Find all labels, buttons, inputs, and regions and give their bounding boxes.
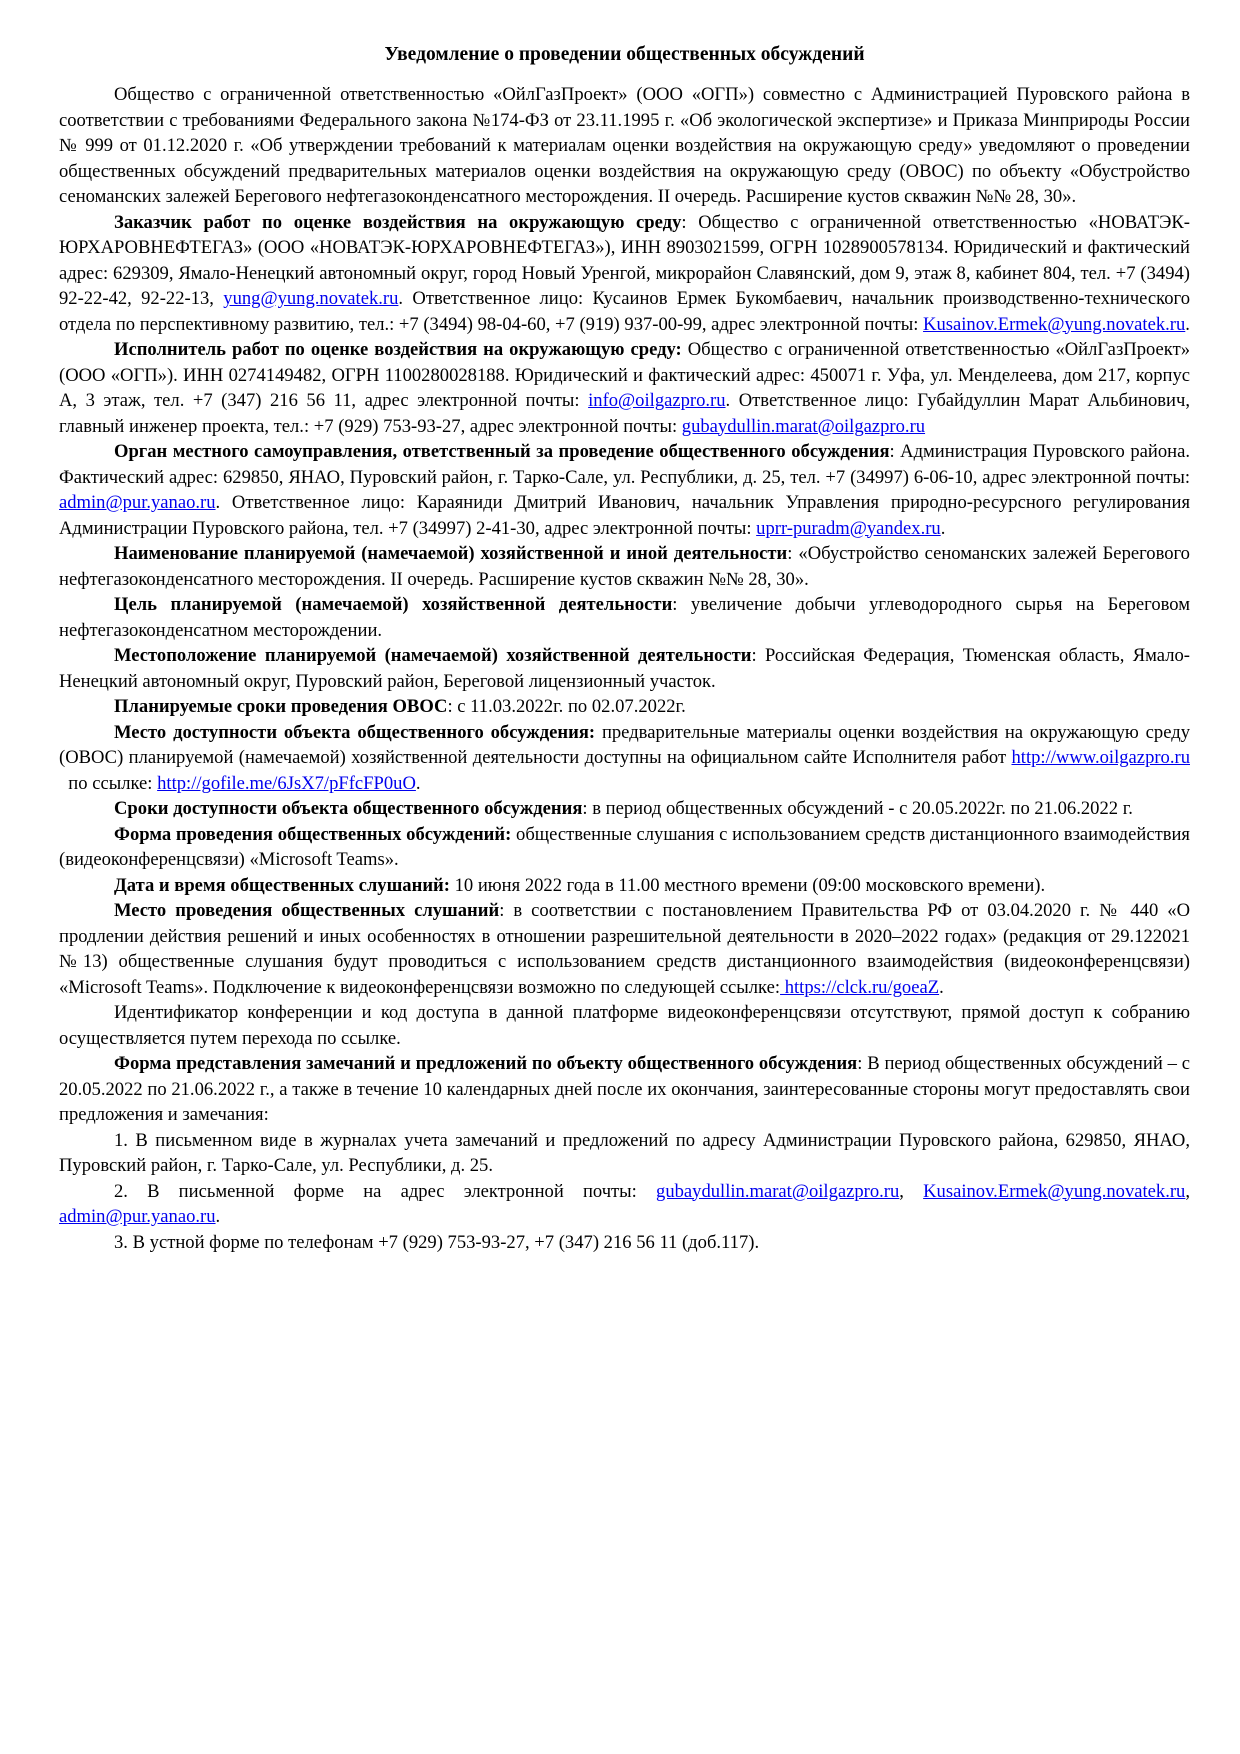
hearing-place-label: Место проведения общественных слушаний — [114, 900, 500, 921]
list-email-link-2[interactable]: Kusainov.Ermek@yung.novatek.ru — [923, 1180, 1186, 1202]
terms-text: : с 11.03.2022г. по 02.07.2022г. — [447, 696, 686, 717]
datetime-text: 10 июня 2022 года в 11.00 местного времени (09:00 московского времени). — [449, 874, 1046, 896]
customer-text-2: . Ответственное лицо: Кусаинов Ермек Букомбаевич, начальник производственно-технического отдела по перспективному развитию, тел.: +7 (3494) 98-04-60, +7 (919) 937-00-99, адрес электронной почты: — [59, 288, 1190, 335]
contractor-paragraph — [59, 337, 1190, 439]
availability-terms-text: : в период общественных обсуждений - с 20.05.2022г. по 21.06.2022 г. — [582, 798, 1133, 819]
conference-link[interactable]: https://clck.ru/goeaZ — [780, 976, 940, 998]
customer-contact-email-link[interactable]: Kusainov.Ermek@yung.novatek.ru — [923, 313, 1186, 335]
hearing-place-paragraph: Место проведения общественных слушаний: в соответствии с постановлением Правительства РФ от 03.04.2020 г. № 440 «О продлении действия решений и иных особенностях в отношении разрешительной деятельности в 2020–2022 годах» (редакция от 29.122021 №13) общественные слушания будут проводиться с использованием средств дистанционного взаимодействия (видеоконференцсвязи) «Microsoft Teams». Подключение к видеоконференцсвязи возможно по следующей ссылке: https://clck.ru/goeaZ. — [59, 900, 1190, 998]
datetime-label: Дата и время общественных слушаний: — [114, 874, 450, 896]
goal-paragraph — [59, 592, 1190, 643]
gofile-link[interactable]: http://gofile.me/6JsX7/pFfcFP0uO — [157, 772, 416, 794]
form-paragraph — [59, 822, 1190, 873]
customer-text: : Общество с ограниченной ответственностью «НОВАТЭК-ЮРХАРОВНЕФТЕГАЗ» (ООО «НОВАТЭК-ЮРХАРОВНЕФТЕГАЗ»), ИНН 8903021599, ОГРН 1028900578134. Юридический и фактический адрес: 629309, Ямало-Ненецкий автономный округ, город Новый Уренгой, микрорайон Славянский, дом 9, этаж 8, кабинет 804, тел. +7 (3494) 92-22-42, 92-22-13, — [59, 211, 1190, 309]
list-email-link-3[interactable]: admin@pur.yanao.ru — [59, 1206, 216, 1227]
activity-name-text: : «Обустройство сеноманских залежей Берегового нефтегазоконденсатного месторождения. II очередь. Расширение кустов скважин №№ 28, 30». — [59, 543, 1190, 590]
hearing-place-text: : в соответствии с постановлением Правительства РФ от 03.04.2020 г. № 440 «О продлении действия решений и иных особенностях в отношении разрешительной деятельности в 2020–2022 годах» (редакция от 29.122021 №13) общественные слушания будут проводиться с использованием средств дистанционного взаимодействия (видеоконференцсвязи) «Microsoft Teams». Подключение к видеоконференцсвязи возможно по следующей ссылке: — [59, 900, 1190, 998]
terms-paragraph — [59, 694, 1190, 720]
identifier-note-paragraph: Идентификатор конференции и код доступа в данной платформе видеоконференцсвязи отсутствуют, прямой доступ к собранию осуществляется путем перехода по ссылке. — [59, 1002, 1190, 1049]
contractor-label: Исполнитель работ по оценке воздействия на окружающую среду: — [114, 339, 682, 360]
authority-contact-email-link[interactable]: uprr-puradm@yandex.ru — [756, 517, 941, 539]
availability-terms-label: Сроки доступности объекта общественного обсуждения — [114, 798, 583, 819]
authority-paragraph: Орган местного самоуправления, ответственный за проведение общественного обсуждения: Администрация Пуровского района. Фактический адрес: 629850, ЯНАО, Пуровский район, г. Тарко-Сале, ул. Республики, д. 25, тел. +7 (34997) 6-06-10, адрес электронной почты: admin@pur.yanao.ru. Ответственное лицо: Караяниди Дмитрий Иванович, начальник Управления природно-ресурсного регулирования Администрации Пуровского района, тел. +7 (34997) 2-41-30, адрес электронной почты: uprr-puradm@yandex.ru. — [59, 441, 1190, 539]
activity-name-label: Наименование планируемой (намечаемой) хозяйственной и иной деятельности — [114, 543, 788, 564]
comments-paragraph — [59, 1051, 1190, 1128]
location-label: Местоположение планируемой (намечаемой) хозяйственной деятельности — [114, 645, 752, 666]
authority-email-link[interactable]: admin@pur.yanao.ru — [59, 492, 216, 513]
customer-email-link[interactable]: yung@yung.novatek.ru — [223, 288, 399, 309]
terms-label: Планируемые сроки проведения ОВОС — [114, 696, 448, 717]
goal-label: Цель планируемой (намечаемой) хозяйственной деятельности — [114, 594, 673, 615]
authority-label: Орган местного самоуправления, ответственный за проведение общественного обсуждения — [114, 441, 890, 462]
comments-text: : В период общественных обсуждений – с 20.05.2022 по 21.06.2022 г., а также в течение 10 календарных дней после их окончания, заинтересованные стороны могут предоставлять свои предложения и замечания: — [59, 1053, 1190, 1125]
intro-paragraph: Общество с ограниченной ответственностью «ОйлГазПроект» (ООО «ОГП») совместно с Администрацией Пуровского района в соответствии с требованиями Федерального закона №174-ФЗ от 23.11.1995 г. «Об экологической экспертизе» и Приказа Минприроды России № 999 от 01.12.2020 г. «Об утверждении требований к материалам оценки воздействия на окружающую среду» уведомляют о проведении общественных обсуждений предварительных материалов оценки воздействия на окружающую среду (ОВОС) по объекту «Обустройство сеноманских залежей Берегового нефтегазоконденсатного месторождения. II очередь. Расширение кустов скважин №№ 28, 30». — [59, 84, 1190, 207]
list-item-2-text: 2. В письменной форме на адрес электронной почты: — [114, 1180, 657, 1202]
contractor-text: Общество с ограниченной ответственностью «ОйлГазПроект» (ООО «ОГП»). ИНН 0274149482, ОГРН 1100280028188. Юридический и фактический адрес: 450071 г. Уфа, ул. Менделеева, дом 217, корпус А, 3 этаж, тел. +7 (347) 216 56 11, адрес электронной почты: — [59, 339, 1190, 411]
goal-text: : увеличение добычи углеводородного сырья на Береговом нефтегазоконденсатном месторождении. — [59, 594, 1190, 641]
list-item-3: 3. В устной форме по телефонам +7 (929) 753-93-27, +7 (347) 216 56 11 (доб.117). — [114, 1231, 760, 1253]
list-item-1: 1. В письменном виде в журналах учета замечаний и предложений по адресу Администрации Пуровского района, 629850, ЯНАО, Пуровский район, г. Тарко-Сале, ул. Республики, д. 25. — [59, 1129, 1190, 1176]
availability-terms-paragraph — [59, 796, 1190, 822]
document-title: Уведомление о проведении общественных обсуждений — [384, 44, 865, 65]
list-item-2: 2. В письменной форме на адрес электронной почты: gubaydullin.marat@oilgazpro.ru, Kusainov.Ermek@yung.novatek.ru, admin@pur.yanao.ru. — [59, 1180, 1191, 1227]
location-paragraph — [59, 643, 1190, 694]
contractor-text-2: . Ответственное лицо: Губайдуллин Марат Альбинович, главный инженер проекта, тел.: +7 (929) 753-93-27, адрес электронной почты: — [59, 390, 1190, 437]
datetime-paragraph — [59, 873, 1190, 899]
authority-text-2: . Ответственное лицо: Караяниди Дмитрий Иванович, начальник Управления природно-ресурсного регулирования Администрации Пуровского района, тел. +7 (34997) 2-41-30, адрес электронной почты: — [59, 492, 1190, 539]
contractor-contact-email-link[interactable]: gubaydullin.marat@oilgazpro.ru — [681, 415, 926, 437]
list-email-link-1[interactable]: gubaydullin.marat@oilgazpro.ru — [656, 1180, 900, 1202]
website-link[interactable]: http://www.oilgazpro.ru — [1011, 747, 1190, 768]
contractor-email-link[interactable]: info@oilgazpro.ru — [588, 390, 726, 411]
activity-name-paragraph — [59, 541, 1190, 592]
comments-label: Форма представления замечаний и предложений по объекту общественного обсуждения — [114, 1053, 858, 1074]
availability-place-text: предварительные материалы оценки воздействия на окружающую среду (ОВОС) планируемой (намечаемой) хозяйственной деятельности доступны на официальном сайте Исполнителя работ — [59, 721, 1190, 768]
form-text: общественные слушания с использованием средств дистанционного взаимодействия (видеоконференцсвязи) «Microsoft Teams». — [59, 823, 1190, 870]
authority-text: : Администрация Пуровского района. Фактический адрес: 629850, ЯНАО, Пуровский район, г. Тарко-Сале, ул. Республики, д. 25, тел. +7 (34997) 6-06-10, адрес электронной почты: — [59, 441, 1190, 488]
availability-place-label: Место доступности объекта общественного обсуждения: — [114, 721, 596, 743]
customer-label: Заказчик работ по оценке воздействия на окружающую среду — [114, 211, 682, 233]
availability-place-paragraph: Место доступности объекта общественного обсуждения: предварительные материалы оценки воздействия на окружающую среду (ОВОС) планируемой (намечаемой) хозяйственной деятельности доступны на официальном сайте Исполнителя работ http://www.oilgazpro.ru по ссылке: http://gofile.me/6JsX7/pFfcFP0uO. — [59, 721, 1190, 794]
location-text: : Российская Федерация, Тюменская область, Ямало-Ненецкий автономный округ, Пуровский район, Береговой лицензионный участок. — [59, 645, 1190, 692]
form-label: Форма проведения общественных обсуждений: — [114, 823, 512, 845]
customer-paragraph: Заказчик работ по оценке воздействия на окружающую среду: Общество с ограниченной ответственностью «НОВАТЭК-ЮРХАРОВНЕФТЕГАЗ» (ООО «НОВАТЭК-ЮРХАРОВНЕФТЕГАЗ»), ИНН 8903021599, ОГРН 1028900578134. Юридический и фактический адрес: 629309, Ямало-Ненецкий автономный округ, город Новый Уренгой, микрорайон Славянский, дом 9, этаж 8, кабинет 804, тел. +7 (3494) 92-22-42, 92-22-13, yung@yung.novatek.ru. Ответственное лицо: Кусаинов Ермек Букомбаевич, начальник производственно-технического отдела по перспективному развитию, тел.: +7 (3494) 98-04-60, +7 (919) 937-00-99, адрес электронной почты: Kusainov.Ermek@yung.novatek.ru. — [59, 211, 1190, 335]
